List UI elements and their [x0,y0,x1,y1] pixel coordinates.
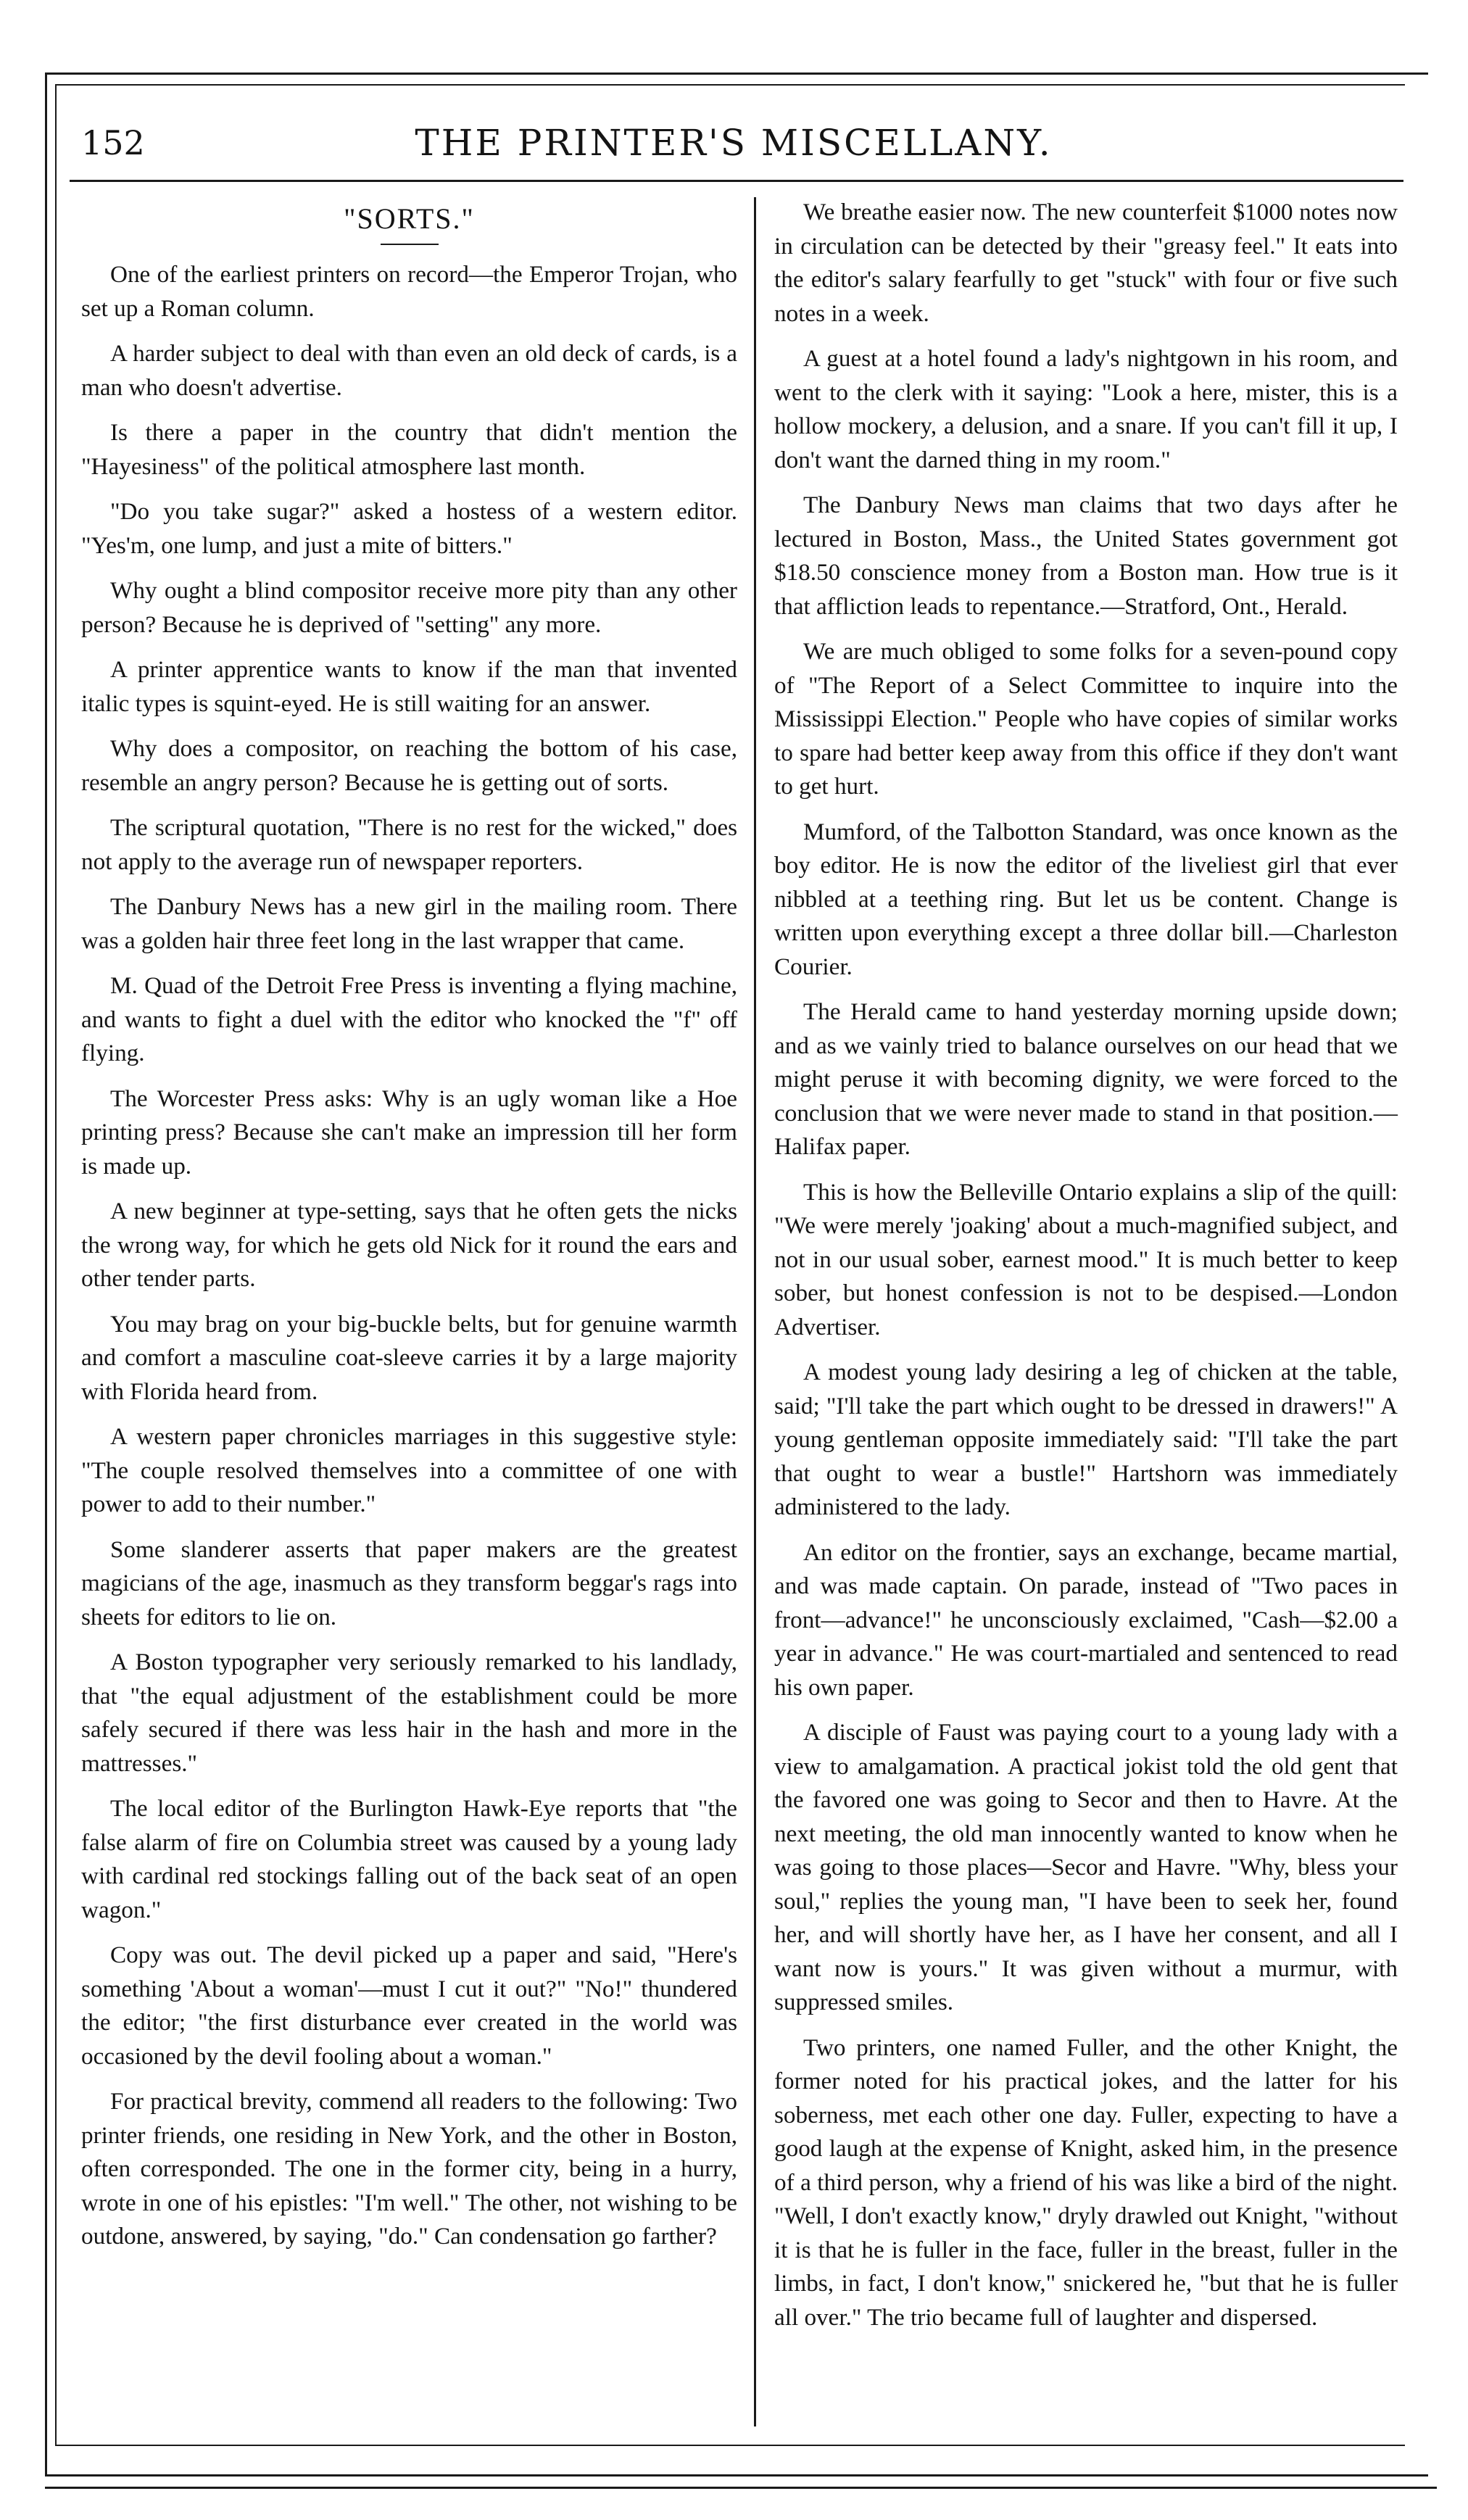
paragraph: You may brag on your big-buckle belts, but for genuine warmth and comfort a masculine coat-sleeve carries it by a large majority with Florida heard from. [81,1310,737,1405]
paragraph: We are much obliged to some folks for a seven-pound copy of "The Report of a Select Committee to inquire into the Mississippi Election." People who have copies of similar works to spare had better keep away from this office if they don't want to get hurt. [774,638,1398,800]
header-rule [70,180,1403,182]
right-column [774,196,1398,2346]
page-header [81,117,1386,175]
paragraph: The local editor of the Burlington Hawk-Eye reports that "the false alarm of fire on Columbia street was caused by a young lady with cardinal red stockings falling out of the back seat of an open wagon." [81,1795,737,1923]
paragraph: A Boston typographer very seriously remarked to his landlady, that "the equal adjustment of the establishment could be more safely secured if there was less hair in the hash and more in the mattresses." [81,1649,737,1777]
article-title: "SORTS." [344,202,475,235]
paragraph: We breathe easier now. The new counterfeit $1000 notes now in circulation can be detected by their "greasy feel." It eats into the editor's salary fearfully to get "stuck" with four or five such notes in a week. [774,199,1398,327]
paragraph: Copy was out. The devil picked up a paper and said, "Here's something 'About a woman'—must I cut it out?" "No!" thundered the editor; "the first disturbance ever created in the world was occasioned by the devil fooling about a woman." [81,1941,737,2070]
column-divider [754,197,756,2426]
paragraph: A western paper chronicles marriages in this suggestive style: "The couple resolved themselves into a committee of one with power to add to their number." [81,1423,737,1517]
paragraph: A disciple of Faust was paying court to a young lady with a view to amalgamation. A practical jokist told the old gent that the favored one was going to Secor and then to Havre. At the next meeting, the old man innocently wanted to know when he was going to those places—Secor and Havre. "Why, bless your soul," replies the young man, "I have been to seek her, found her, and will shortly have her, as I have her consent, and all I want now is yours." It was given without a murmur, with suppressed smiles. [774,1719,1398,2015]
paragraph: A harder subject to deal with than even an old deck of cards, is a man who doesn't advertise. [81,340,737,401]
paragraph: For practical brevity, commend all readers to the following: Two printer friends, one residing in New York, and the other in Boston, often corresponded. The one in the former city, being in a hurry, wrote in one of his epistles: "I'm well." The other, not wishing to be outdone, answered, by saying, "do." Can condensation go farther? [81,2088,737,2250]
bottom-rule [45,2487,1437,2489]
paragraph: Why ought a blind compositor receive more pity than any other person? Because he is deprived of "setting" any more. [81,577,737,638]
paragraph: An editor on the frontier, says an exchange, became martial, and was made captain. On parade, instead of "Two paces in front—advance!" he unconsciously exclaimed, "Cash—$2.00 a year in advance." He was court-martialed and sentenced to read his own paper. [774,1538,1398,1701]
paragraph: Two printers, one named Fuller, and the other Knight, the former noted for his practical jokes, and the latter for his soberness, met each other one day. Fuller, expecting to have a good laugh at the expense of Knight, asked him, in the presence of a third person, why a friend of his was like a bird of the night. "Well, I don't exactly know," dryly drawled out Knight, "without it is that he is fuller in the face, fuller in the breast, fuller in the limbs, in fact, I don't know," snickered he, "but that he is fuller all over." The trio became full of laughter and dispersed. [774,2034,1398,2331]
page-number: 152 [81,123,145,162]
paragraph: A modest young lady desiring a leg of chicken at the table, said; "I'll take the part which ought to be dressed in drawers!" A young gentleman opposite immediately said: "I'll take the part that ought to wear a bustle!" Hartshorn was immediately administered to the lady. [774,1359,1398,1520]
paragraph: The Worcester Press asks: Why is an ugly woman like a Hoe printing press? Because she can't make an impression till her form is made up. [81,1085,737,1180]
paragraph: One of the earliest printers on record—the Emperor Trojan, who set up a Roman column. [81,261,737,322]
running-head: THE PRINTER'S MISCELLANY. [415,122,1053,164]
title-rule [381,244,439,245]
paragraph: Some slanderer asserts that paper makers are the greatest magicians of the age, inasmuch as they transform beggar's rags into sheets for editors to lie on. [81,1535,737,1630]
paragraph: Is there a paper in the country that didn't mention the "Hayesiness" of the political atmosphere last month. [81,419,737,480]
paragraph: The Danbury News man claims that two days after he lectured in Boston, Mass., the United States government got $18.50 conscience money from a Boston man. How true is it that affliction leads to repentance.—Stratford, Ont., Herald. [774,492,1398,620]
paragraph: A new beginner at type-setting, says that he often gets the nicks the wrong way, for which he gets old Nick for it round the ears and other tender parts. [81,1198,737,1292]
paragraph: The Herald came to hand yesterday morning upside down; and as we vainly tried to balance ourselves on our head that we might peruse it with becoming dignity, we were forced to the conclusion that we were never made to stand in that position.—Halifax paper. [774,998,1398,1160]
paragraph: "Do you take sugar?" asked a hostess of a western editor. "Yes'm, one lump, and just a mite of bitters." [81,498,737,559]
paragraph: Why does a compositor, on reaching the bottom of his case, resemble an angry person? Because he is getting out of sorts. [81,735,737,796]
paragraph: The Danbury News has a new girl in the mailing room. There was a golden hair three feet long in the last wrapper that came. [81,893,737,954]
paragraph: A guest at a hotel found a lady's nightgown in his room, and went to the clerk with it saying: "Look a here, mister, this is a hollow mockery, a delusion, and a snare. If you can't fill it up, I don't want the darned thing in my room." [774,345,1398,473]
paragraph: Mumford, of the Talbotton Standard, was once known as the boy editor. He is now the editor of the liveliest girl that ever nibbled at a teething ring. But let us be content. Change is written upon everything except a three dollar bill.—Charleston Courier. [774,818,1398,980]
paragraph: M. Quad of the Detroit Free Press is inventing a flying machine, and wants to fight a duel with the editor who knocked the "f" off flying. [81,972,737,1066]
left-column [81,196,737,2266]
paragraph: A printer apprentice wants to know if the man that invented italic types is squint-eyed. He is still waiting for an answer. [81,656,737,717]
paragraph: The scriptural quotation, "There is no rest for the wicked," does not apply to the average run of newspaper reporters. [81,814,737,875]
paragraph: This is how the Belleville Ontario explains a slip of the quill: "We were merely 'joaking' about a much-magnified subject, and not in our usual sober, earnest mood." It is much better to keep sober, but honest confession is not to be despised.—London Advertiser. [774,1178,1398,1340]
